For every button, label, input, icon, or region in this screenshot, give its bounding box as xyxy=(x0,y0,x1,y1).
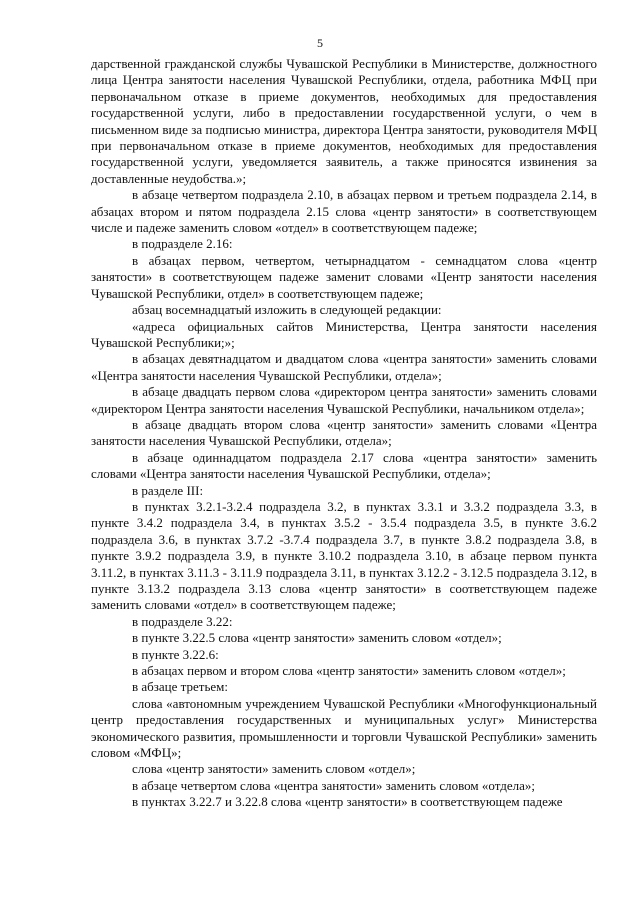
paragraph: в абзацах девятнадцатом и двадцатом слова «центра занятости» заменить словами «Центра занятости населения Чувашской Республики, отдела»; xyxy=(91,351,597,383)
paragraph: в абзаце четвертом подраздела 2.10, в абзацах первом и третьем подраздела 2.14, в абзацах втором и пятом подраздела 2.15 слова «центр занятости» в соответствующем числе и падеже заменить словом «отдел» в соответствующем падеже; xyxy=(91,187,597,236)
paragraph: в абзацах первом, четвертом, четырнадцатом - семнадцатом слова «центр занятости» в соответствующем падеже заменит словами «Центр занятости населения Чувашской Республики, отдел» в соответствующем падеже; xyxy=(91,252,597,301)
paragraph: в подразделе 2.16: xyxy=(132,236,233,252)
paragraph: в пункте 3.22.5 слова «центр занятости» заменить словом «отдел»; xyxy=(132,630,502,646)
paragraph: в пунктах 3.22.7 и 3.22.8 слова «центр занятости» в соответствующем падеже xyxy=(132,794,563,810)
paragraph: в абзаце одиннадцатом подраздела 2.17 слова «центра занятости» заменить словами «Центра занятости населения Чувашской Республики, отдела»; xyxy=(91,449,597,482)
paragraph: в абзацах первом и втором слова «центр занятости» заменить словом «отдел»; xyxy=(132,663,566,679)
paragraph: слова «центр занятости» заменить словом «отдел»; xyxy=(132,761,416,777)
paragraph: в абзаце третьем: xyxy=(132,679,228,695)
document-body xyxy=(91,56,597,811)
paragraph: в абзаце двадцать втором слова «центр занятости» заменить словами «Центра занятости населения Чувашской Республики, отдела»; xyxy=(91,416,597,449)
paragraph: «адреса официальных сайтов Министерства, Центра занятости населения Чувашской Республики;»; xyxy=(91,318,597,350)
paragraph: дарственной гражданской службы Чувашской Республики в Министерстве, должностного лица Центра занятости населения Чувашской Республики, отдела, работника МФЦ при первоначальном отказе в приеме документов, необходимых для предоставления государственной услуги, либо в предоставлении государственной услуги, о чем в письменном виде за подписью министра, директора Центра занятости, руководителя МФЦ при первоначальном отказе в приеме документов, необходимых для предоставления государственной услуги, уведомляется заявитель, а также приносятся извинения за доставленные неудобства.»; xyxy=(91,56,597,186)
paragraph: слова «автономным учреждением Чувашской Республики «Многофункциональный центр предоставления государственных и муниципальных услуг» Министерства экономического развития, промышленности и торговли Чувашской Республики» заменить словом «МФЦ»; xyxy=(91,695,597,761)
paragraph: в разделе III: xyxy=(132,482,204,498)
paragraph: в пункте 3.22.6: xyxy=(132,646,219,662)
paragraph: в абзаце четвертом слова «центра занятости» заменить словом «отдела»; xyxy=(132,777,535,793)
page-number: 5 xyxy=(317,36,323,50)
paragraph: в абзаце двадцать первом слова «директором центра занятости» заменить словами «директором Центра занятости населения Чувашской Республики, начальником отдела»; xyxy=(91,384,597,416)
paragraph: абзац восемнадцатый изложить в следующей редакции: xyxy=(132,302,442,318)
paragraph: в подразделе 3.22: xyxy=(132,613,233,629)
paragraph: в пунктах 3.2.1-3.2.4 подраздела 3.2, в пунктах 3.3.1 и 3.3.2 подраздела 3.3, в пункте 3.4.2 подраздела 3.4, в пунктах 3.5.2 - 3.5.4 подраздела 3.5, в пункте 3.6.2 подраздела 3.6, в пунктах 3.7.2 -3.7.4 подраздела 3.7, в пункте 3.8.2 подраздела 3.8, в пункте 3.9.2 подраздела 3.9, в пункте 3.10.2 подраздела 3.10, в абзаце первом пункта 3.11.2, в пунктах 3.11.3 - 3.11.9 подраздела 3.11, в пунктах 3.12.2 - 3.12.5 подраздела 3.12, в пункте 3.13.2 подраздела 3.13 слова «центр занятости» в соответствующем падеже заменить словами «отдел» в соответствующем падеже; xyxy=(91,498,597,613)
